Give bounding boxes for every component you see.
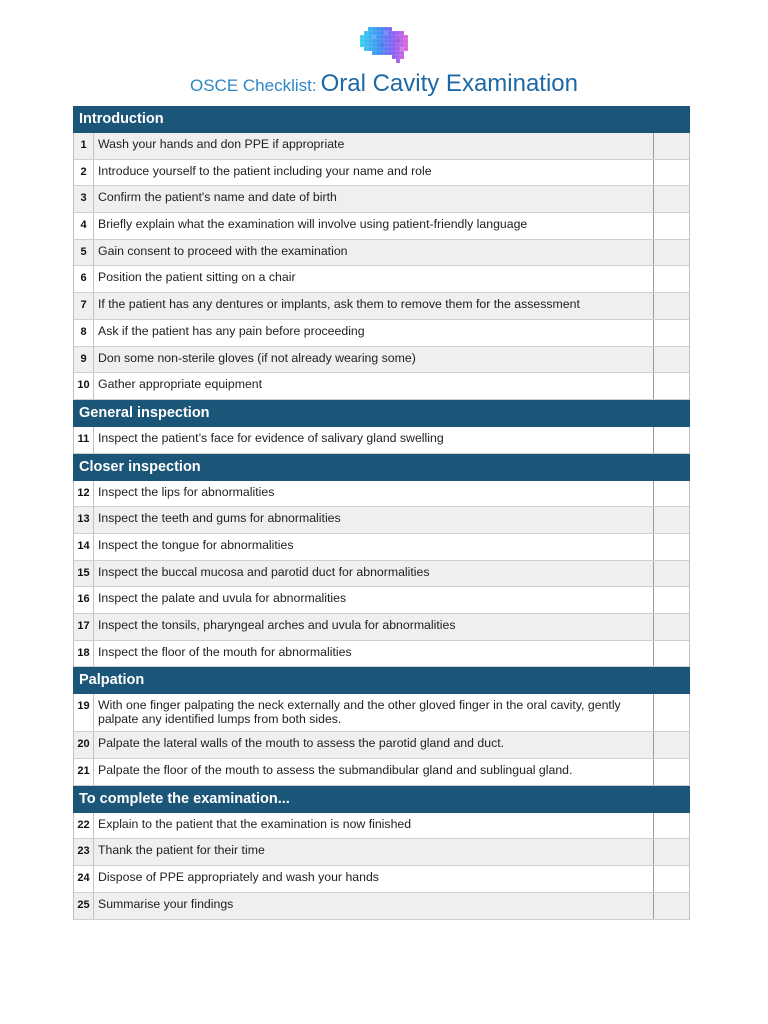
checklist-row [74,561,689,588]
item-number: 17 [77,620,90,632]
checklist-row [74,893,689,920]
checklist-row [74,347,689,374]
item-text: Inspect the tongue for abnormalities [93,534,653,560]
checkbox [653,133,689,159]
title-prefix: OSCE Checklist: [189,76,317,95]
item-number: 25 [77,898,90,911]
item-text: Inspect the lips for abnormalities [93,481,653,507]
item-text: Wash your hands and don PPE if appropriate [93,133,653,159]
checklist-row [74,732,689,759]
checklist-row [74,534,689,561]
checkbox [653,561,689,587]
checkbox [653,534,689,560]
item-number: 9 [80,352,87,365]
item-text: Position the patient sitting on a chair [93,266,653,292]
checkbox [653,507,689,533]
item-text: Ask if the patient has any pain before proceeding [93,320,653,346]
item-text: Inspect the tonsils, pharyngeal arches and uvula for abnormalities [93,614,653,640]
brain-logo-icon [360,27,408,63]
checkbox [653,587,689,613]
item-number: 4 [80,219,87,232]
checkbox [653,320,689,346]
item-text: Confirm the patient's name and date of birth [93,186,653,212]
item-text: Explain to the patient that the examination is now finished [93,813,653,839]
item-number: 24 [77,872,90,885]
item-number: 21 [77,765,90,778]
item-text: Inspect the patient’s face for evidence of salivary gland swelling [93,427,653,453]
item-text: Gain consent to proceed with the examination [93,240,653,266]
checklist-row [74,186,689,213]
item-text: Inspect the palate and uvula for abnormalities [93,587,653,613]
checklist-row [74,133,689,160]
checkbox [653,213,689,239]
checklist-row [74,320,689,347]
section-header-palpation: Palpation [73,667,690,694]
checkbox [653,759,689,785]
checkbox [653,813,689,839]
checklist-row [74,759,689,786]
item-number: 10 [77,379,90,392]
item-number: 15 [77,566,90,579]
item-number: 5 [80,245,87,258]
item-number: 20 [77,738,90,751]
item-number: 19 [77,700,90,713]
checklist-row [74,160,689,187]
checklist-row [74,507,689,534]
item-number: 7 [80,299,87,312]
checkbox [653,373,689,399]
checkbox [653,293,689,319]
checklist-row [74,293,689,320]
checklist-row [74,694,689,732]
checklist-row [74,839,689,866]
item-number: 12 [77,486,90,499]
checklist-row [74,213,689,240]
title-main: Oral Cavity Examination [320,70,579,97]
item-text: Palpate the floor of the mouth to assess the submandibular gland and sublingual gland. [93,759,653,785]
item-number: 13 [77,513,90,526]
item-text: Don some non-sterile gloves (if not already wearing some) [93,347,653,373]
item-number: 16 [77,593,90,606]
page-title [0,68,768,100]
checklist-row [74,614,689,641]
item-number: 3 [80,192,87,205]
item-number: 1 [80,139,87,151]
checkbox [653,839,689,865]
checklist-row [74,266,689,293]
section-header-to-complete: To complete the examination... [73,786,690,813]
section-header-closer-inspection: Closer inspection [73,454,690,481]
item-text: Inspect the floor of the mouth for abnormalities [93,641,653,667]
section-header-general-inspection: General inspection [73,400,690,427]
item-text: Introduce yourself to the patient including your name and role [93,160,653,186]
checkbox [653,732,689,758]
checkbox [653,866,689,892]
checkbox [653,240,689,266]
checkbox [653,641,689,667]
item-text: Inspect the buccal mucosa and parotid duct for abnormalities [93,561,653,587]
checklist-row [74,587,689,614]
item-text: Briefly explain what the examination will involve using patient-friendly language [93,213,653,239]
item-number: 14 [77,539,90,552]
checklist-row [74,641,689,668]
item-text: Gather appropriate equipment [93,373,653,399]
item-text: Dispose of PPE appropriately and wash your hands [93,866,653,892]
item-number: 22 [77,818,90,831]
item-number: 11 [77,432,90,445]
item-number: 6 [80,272,87,285]
item-number: 8 [80,325,87,338]
item-text: Summarise your findings [93,893,653,919]
item-text: Palpate the lateral walls of the mouth to assess the parotid gland and duct. [93,732,653,758]
item-text: If the patient has any dentures or implants, ask them to remove them for the assessment [93,293,653,319]
checkbox [653,614,689,640]
checklist-table [73,106,690,920]
checklist-row [74,240,689,267]
item-text: Thank the patient for their time [93,839,653,865]
checkbox [653,266,689,292]
checklist-row [74,813,689,840]
checkbox [653,893,689,919]
item-text: With one finger palpating the neck externally and the other gloved finger in the oral cavity, gently palpate any identified lumps from both sides. [93,694,653,731]
checkbox [653,481,689,507]
checklist-row [74,866,689,893]
item-number: 23 [77,845,90,858]
item-number: 2 [80,165,87,178]
checklist-row [74,373,689,400]
checklist-row [74,481,689,508]
checkbox [653,694,689,731]
checkbox [653,347,689,373]
checkbox [653,186,689,212]
item-number: 18 [77,646,90,659]
section-header-introduction: Introduction [73,106,690,133]
checkbox [653,427,689,453]
checklist-row [74,427,689,454]
checkbox [653,160,689,186]
item-text: Inspect the teeth and gums for abnormalities [93,507,653,533]
